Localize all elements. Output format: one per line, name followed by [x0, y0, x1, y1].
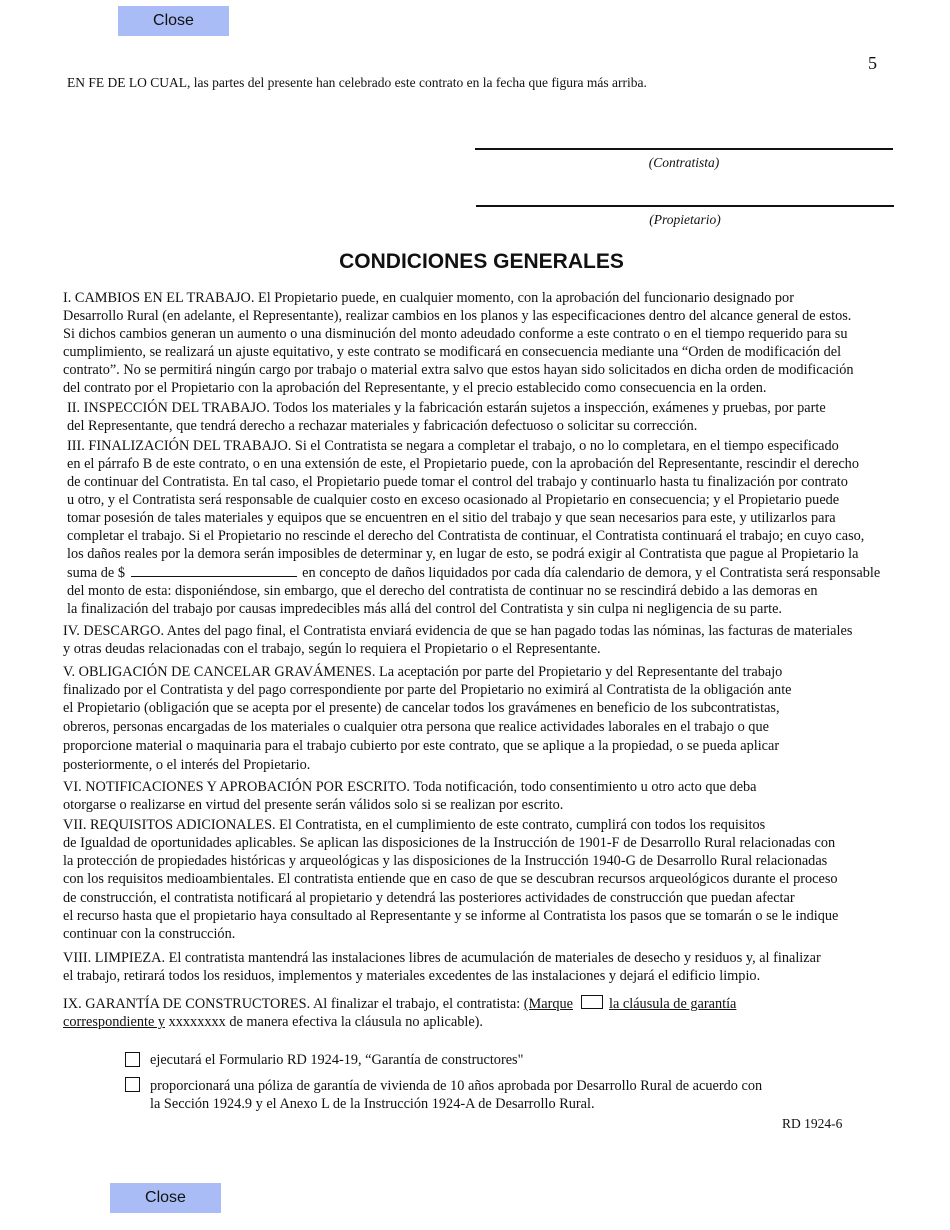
- contractor-label: (Contratista): [648, 155, 720, 170]
- owner-label: (Propietario): [649, 212, 721, 227]
- option-text: la Sección 1924.9 y el Anexo L de la Instrucción 1924-A de Desarrollo Rural.: [150, 1096, 595, 1112]
- section-line: otorgarse o realizarse en virtud del presente serán válidos solo si se realizan por escrito.: [63, 797, 564, 813]
- section-line: el recurso hasta que el propietario haya consultado al Representante y se informe al Contratista los pasos que se tomarán o se le indique: [63, 908, 839, 924]
- option-text: proporcionará una póliza de garantía de vivienda de 10 años aprobada por Desarrollo Rural de acuerdo con: [150, 1078, 763, 1094]
- section-line: III. FINALIZACIÓN DEL TRABAJO. Si el Contratista se negara a completar el trabajo, o no lo completara, en el tiempo especificado: [67, 438, 839, 454]
- section-line: IV. DESCARGO. Antes del pago final, el Contratista enviará evidencia de que se han pagado todas las nóminas, las facturas de materiales: [63, 623, 853, 639]
- section-line: VIII. LIMPIEZA. El contratista mantendrá las instalaciones libres de acumulación de materiales de desecho y residuos y, al finalizar: [63, 950, 821, 966]
- damages-sum-line: [67, 564, 880, 582]
- warranty-line-1: [63, 995, 736, 1013]
- home-warranty-checkbox[interactable]: [125, 1077, 140, 1092]
- section-line: cumplimiento, se realizará un ajuste equitativo, y este contrato se modificará en consecuencia mediante una “Orden de modificación del: [63, 344, 842, 360]
- section-line: de Igualdad de oportunidades aplicables. Se aplican las disposiciones de la Instrucción de 1901-F de Desarrollo Rural relacionadas con: [63, 835, 836, 851]
- section-line: II. INSPECCIÓN DEL TRABAJO. Todos los materiales y la fabricación estarán sujetos a inspección, exámenes y pruebas, por parte: [67, 400, 826, 416]
- section-line: del contrato por el Propietario con la aprobación del Representante, y el precio establecido como consecuencia en la orden.: [63, 380, 767, 396]
- checkbox-sample-icon: [581, 995, 603, 1009]
- section-line: tomar posesión de tales materiales y equipos que se encuentren en el sitio del trabajo y que sean necesarios para este, y utilizarlos para: [67, 510, 836, 526]
- sum-prefix: suma de $: [67, 565, 125, 581]
- section-line: de continuar del Contratista. En tal caso, el Propietario puede tomar el control del trabajo y continuarlo hasta tu finalización por contrato: [67, 474, 848, 490]
- mark-instruction: (Marque la cláusula de garantía: [523, 996, 737, 1012]
- section-line: el trabajo, retirará todos los residuos, implementos y materiales excedentes de las instalaciones y dejará el edificio limpio.: [63, 968, 761, 984]
- section-line: con los requisitos medioambientales. El contratista entiende que en caso de que se descubran recursos arqueológicos durante el proceso: [63, 871, 838, 887]
- section-line: del Representante, que tendrá derecho a rechazar materiales y fabricación defectuoso o solicitar su corrección.: [67, 418, 698, 434]
- section-line: I. CAMBIOS EN EL TRABAJO. El Propietario puede, en cualquier momento, con la aprobación del funcionario designado por: [63, 290, 794, 306]
- owner-signature-line[interactable]: [476, 205, 894, 207]
- section-line: finalizado por el Contratista y del pago correspondiente por parte del Propietario no eximirá al Contratista de la obligación ante: [63, 682, 792, 698]
- section-line: posteriormente, o el interés del Propietario.: [63, 757, 311, 773]
- witness-statement: EN FE DE LO CUAL, las partes del presente han celebrado este contrato en la fecha que figura más arriba.: [67, 75, 647, 90]
- warranty-lead: IX. GARANTÍA DE CONSTRUCTORES. Al finalizar el trabajo, el contratista:: [63, 996, 524, 1012]
- contractor-signature-line[interactable]: [475, 148, 893, 150]
- warranty-line-2: correspondiente y xxxxxxxx de manera efectiva la cláusula no aplicable).: [63, 1014, 483, 1030]
- sum-suffix: en concepto de daños liquidados por cada día calendario de demora, y el Contratista será responsable: [302, 565, 881, 581]
- section-line: proporcione material o maquinaria para el trabajo cubierto por este contrato, que se aplique a la propiedad, o se pueda aplicar: [63, 738, 780, 754]
- section-line: el Propietario (obligación que se acepta por el presente) de cancelar todos los gravámenes en beneficio de los subcontratistas,: [63, 700, 780, 716]
- section-line: Si dichos cambios generan un aumento o una disminución del monto adeudado conforme a este contrato o en el tiempo requerido para su: [63, 326, 848, 342]
- section-line: continuar con la construcción.: [63, 926, 236, 942]
- section-line: obreros, personas encargadas de los materiales o cualquier otra persona que realice actividades laborales en el trabajo o que: [63, 719, 769, 735]
- form-id: RD 1924-6: [782, 1116, 843, 1131]
- section-line: en el párrafo B de este contrato, o en una extensión de este, el Propietario puede, con la aprobación del Representante, rescindir el derecho: [67, 456, 859, 472]
- section-line: de construcción, el contratista notificará al propietario y detendrá las posteriores actividades de construcción que puedan afectar: [63, 890, 795, 906]
- builders-warranty-checkbox[interactable]: [125, 1052, 140, 1067]
- section-line: y otras deudas relacionadas con el trabajo, según lo requiera el Propietario o el Representante.: [63, 641, 601, 657]
- section-line: Desarrollo Rural (en adelante, el Representante), realizar cambios en los planos y las especificaciones dentro del alcance general de estos.: [63, 308, 852, 324]
- section-line: contrato”. No se permitirá ningún cargo por trabajo o material extra salvo que estos hayan sido solicitados en dicha orden de modificación: [63, 362, 854, 378]
- section-line: del monto de esta: disponiéndose, sin embargo, que el derecho del contratista de continuar no se rescindirá debido a las demoras en: [67, 583, 818, 599]
- section-line: VI. NOTIFICACIONES Y APROBACIÓN POR ESCRITO. Toda notificación, todo consentimiento u otro acto que deba: [63, 779, 757, 795]
- close-button-bottom[interactable]: Close: [110, 1183, 221, 1213]
- page-number: 5: [868, 53, 877, 73]
- option-text: ejecutará el Formulario RD 1924-19, “Garantía de constructores": [150, 1052, 524, 1068]
- section-line: los daños reales por la demora serán imposibles de determinar y, en lugar de esto, se podrá exigir al Contratista que pague al Propietario la: [67, 546, 859, 562]
- section-line: VII. REQUISITOS ADICIONALES. El Contratista, en el cumplimiento de este contrato, cumplirá con todos los requisitos: [63, 817, 766, 833]
- section-line: la protección de propiedades históricas y arqueológicas y las disposiciones de la Instrucción 1940-G de Desarrollo Rural relacionadas: [63, 853, 828, 869]
- damages-amount-field[interactable]: [131, 564, 297, 577]
- section-line: la finalización del trabajo por causas impredecibles más allá del control del Contratista y sin culpa ni negligencia de su parte.: [67, 601, 782, 617]
- page-title: CONDICIONES GENERALES: [339, 250, 624, 273]
- section-line: completar el trabajo. Si el Propietario no rescinde el derecho del Contratista de continuar, el Contratista continuará el trabajo; en cuyo caso,: [67, 528, 865, 544]
- section-line: u otro, y el Contratista será responsable de cualquier costo en exceso ocasionado al Propietario en consecuencia; y el Propietario puede: [67, 492, 840, 508]
- section-line: V. OBLIGACIÓN DE CANCELAR GRAVÁMENES. La aceptación por parte del Propietario y del Representante del trabajo: [63, 664, 783, 680]
- close-button-top[interactable]: Close: [118, 6, 229, 36]
